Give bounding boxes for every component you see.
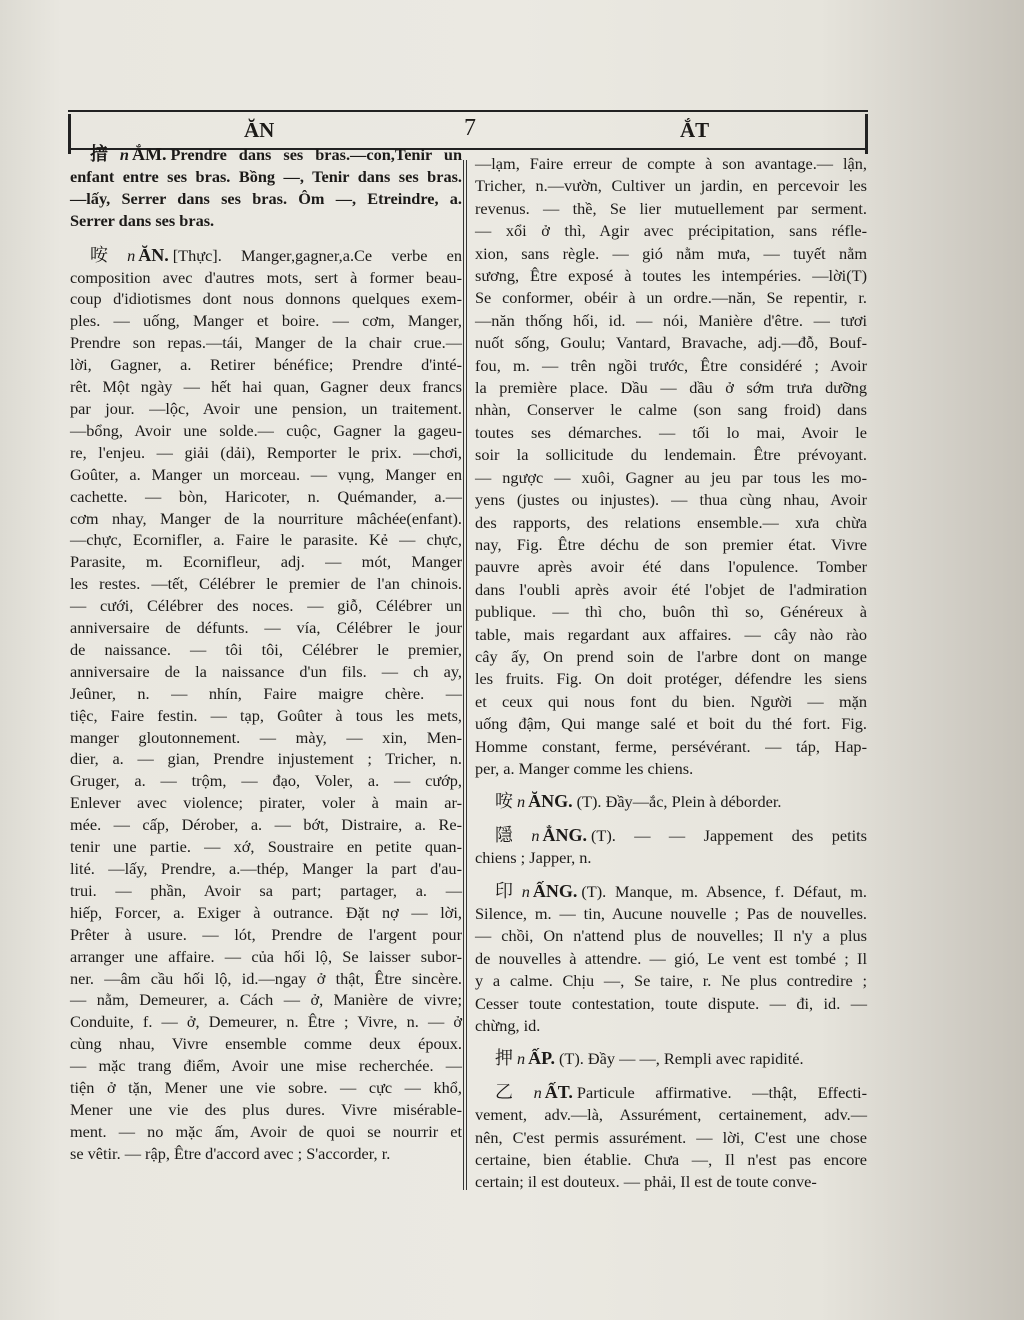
definition-text: cachette. — bòn, Haricoter, n. Quémander, a.— bbox=[70, 486, 462, 506]
definition-text: Prendre son repas.—tái, Manger de la chair crue.— bbox=[70, 333, 462, 353]
text-line bbox=[475, 556, 867, 578]
definition-text: enfant entre ses bras. Bồng —, Tenir dans ses bras. bbox=[70, 166, 462, 186]
chinese-character: 咹 bbox=[90, 244, 124, 266]
definition-text: Silence, m. — tin, Aucune nouvelle ; Pas de nouvelles. bbox=[475, 904, 867, 923]
text-line bbox=[475, 265, 867, 287]
definition-text: anniversaire de défunts. — vía, Célébrer le jour bbox=[70, 618, 462, 638]
definition-text: les restes. —tết, Célébrer le premier de l'an chinois. bbox=[70, 574, 462, 594]
text-line bbox=[70, 814, 462, 836]
text-line bbox=[70, 1011, 462, 1033]
definition-text: tiện ở tặn, Mener une vie sobre. — cực — khổ, bbox=[70, 1078, 462, 1098]
text-line bbox=[70, 1143, 462, 1165]
definition-text: Goûter, a. Manger un morceau. — vụng, Manger en bbox=[70, 464, 462, 484]
text-line bbox=[475, 925, 867, 947]
definition-text: —năn thống hối, id. — nói, Manière d'être. — tươi bbox=[475, 310, 867, 330]
headword: ẲNG. bbox=[542, 824, 587, 845]
text-line bbox=[70, 420, 462, 442]
part-of-speech: n bbox=[517, 1049, 526, 1069]
dictionary-entry bbox=[475, 1047, 867, 1070]
definition-text: Prêter à usure. — lót, Prendre de l'argent pour bbox=[70, 924, 462, 944]
definition-text: —lấy, Serrer dans ses bras. Ôm —, Etreindre, a. bbox=[70, 188, 462, 208]
right-column bbox=[475, 153, 867, 1194]
text-line bbox=[70, 683, 462, 705]
definition-text: cây ấy, On prend soin de l'arbre dont on mange bbox=[475, 646, 867, 666]
text-line bbox=[70, 245, 462, 267]
text-line bbox=[475, 1171, 867, 1193]
text-line bbox=[475, 198, 867, 220]
text-line bbox=[70, 166, 462, 188]
definition-text: se vêtir. — rập, Être d'accord avec ; S'accorder, r. bbox=[70, 1143, 391, 1163]
text-line bbox=[475, 970, 867, 992]
dictionary-entry bbox=[475, 790, 867, 813]
text-line bbox=[475, 399, 867, 421]
definition-text: rêt. Một ngày — hết hai quan, Gagner deux francs bbox=[70, 377, 462, 397]
definition-text: revenus. — thề, Se lier mutuellement par serment. bbox=[475, 198, 867, 218]
text-line bbox=[70, 748, 462, 770]
text-line bbox=[70, 508, 462, 530]
definition-text: cơm nhay, Manger de la nourriture mâchée(enfant). bbox=[70, 508, 462, 528]
definition-text: coup d'idiotismes dont nous donnons quelques exem- bbox=[70, 289, 462, 309]
text-line bbox=[475, 489, 867, 511]
text-line bbox=[475, 903, 867, 925]
text-line bbox=[70, 792, 462, 814]
dictionary-entry bbox=[475, 824, 867, 870]
chinese-character: 印 bbox=[495, 880, 518, 902]
definition-text: —lạm, Faire erreur de compte à son avantage.— lận, bbox=[475, 154, 867, 173]
text-line bbox=[70, 188, 462, 210]
text-line bbox=[475, 175, 867, 197]
text-line bbox=[70, 288, 462, 310]
definition-text: Mener une vie des plus dures. Vivre misérable- bbox=[70, 1099, 462, 1119]
text-line bbox=[475, 601, 867, 623]
definition-text: de naissance. — tôi tôi, Célébrer le premier, bbox=[70, 639, 462, 659]
definition-text: nuốt sống, Goulu; Vantard, Bravache, adj.—đỗ, Bouf- bbox=[475, 333, 867, 353]
text-line bbox=[70, 486, 462, 508]
text-line bbox=[70, 442, 462, 464]
definition-text: et ceux qui nous font du bien. Người — mặn bbox=[475, 691, 867, 711]
text-line bbox=[475, 243, 867, 265]
text-line bbox=[475, 1081, 867, 1104]
definition-text: chừng, id. bbox=[475, 1016, 541, 1036]
definition-text: Tricher, n.—vườn, Cultiver un jardin, en percevoir les bbox=[475, 176, 867, 196]
definition-text: les fruits. Fig. On doit protéger, défendre les siens bbox=[475, 669, 867, 689]
text-line bbox=[70, 727, 462, 749]
text-line bbox=[475, 355, 867, 377]
part-of-speech: n bbox=[119, 145, 129, 164]
text-line bbox=[475, 512, 867, 534]
definition-text: fou, m. — trên ngồi trước, Être considéré ; Avoir bbox=[475, 355, 867, 375]
definition-text: table, mais regardant aux affaires. — cây nào rào bbox=[475, 624, 867, 644]
definition-text: Parasite, m. Ecornifleur, adj. — mót, Manger bbox=[70, 552, 462, 572]
definition-text: toutes ses démarches. — tối lo mai, Avoir le bbox=[475, 422, 867, 442]
text-line bbox=[70, 924, 462, 946]
definition-text: ples. — uống, Manger et boire. — cơm, Manger, bbox=[70, 311, 462, 331]
definition-text: par jour. —lộc, Avoir une pension, un traitement. bbox=[70, 398, 462, 418]
definition-text: dier, a. — gian, Prendre injustement ; Tricher, n. bbox=[70, 749, 462, 769]
text-line bbox=[475, 377, 867, 399]
text-line bbox=[70, 858, 462, 880]
text-line bbox=[475, 736, 867, 758]
text-line bbox=[70, 529, 462, 551]
definition-text: — xổi ở thì, Agir avec précipitation, sans réfle- bbox=[475, 221, 867, 241]
definition-text: trui. — phần, Avoir sa part; partager, a. — bbox=[70, 880, 462, 900]
definition-text: per, a. Manger comme les chiens. bbox=[475, 758, 694, 778]
text-line bbox=[475, 847, 867, 869]
text-line bbox=[70, 1121, 462, 1143]
definition-text: pauvre après avoir été dans l'opulence. Tomber bbox=[475, 557, 867, 577]
definition-text: anniversaire de la naissance d'un fils. — ch ay, bbox=[70, 661, 462, 681]
text-line bbox=[475, 880, 867, 903]
text-line bbox=[475, 948, 867, 970]
definition-text: cùng nhau, Vivre ensemble comme deux époux. bbox=[70, 1034, 462, 1054]
text-line bbox=[475, 713, 867, 735]
definition-text: chiens ; Japper, n. bbox=[475, 848, 592, 868]
definition-text: ner. —âm cầu hối lộ, id.—ngay ở thật, Être sincère. bbox=[70, 968, 462, 988]
definition-text: —bổng, Avoir une solde.— cuộc, Gagner la gageu- bbox=[70, 420, 462, 440]
definition-text: (T). Đầy—ắc, Plein à déborder. bbox=[576, 792, 782, 812]
headword: ẤP. bbox=[528, 1048, 555, 1069]
definition-text: tiệc, Faire festin. — tạp, Goûter à tous les mets, bbox=[70, 705, 462, 725]
definition-text: Homme constant, ferme, persévérant. — táp, Hap- bbox=[475, 736, 867, 756]
text-line bbox=[475, 758, 867, 780]
definition-text: nhàn, Conserver le calme (son sang froid) dans bbox=[475, 400, 867, 420]
definition-text: Jeûner, n. — nhín, Faire maigre chère. — bbox=[70, 683, 462, 703]
text-line bbox=[70, 902, 462, 924]
part-of-speech: n bbox=[127, 245, 136, 265]
text-line bbox=[70, 1077, 462, 1099]
definition-text: uống đậm, Qui mange salé et boit du thé fort. Fig. bbox=[475, 714, 867, 734]
definition-text: ment. — no mặc ấm, Avoir de quoi se nourrir et bbox=[70, 1121, 462, 1141]
part-of-speech: n bbox=[521, 881, 530, 901]
text-line bbox=[70, 880, 462, 902]
definition-text: arranger une affaire. — của hối lộ, Se laisser subor- bbox=[70, 946, 462, 966]
dictionary-entry bbox=[475, 153, 867, 780]
text-line bbox=[70, 595, 462, 617]
text-line bbox=[70, 705, 462, 727]
definition-text: soir la sollicitude du lendemain. Être prévoyant. bbox=[475, 445, 867, 465]
definition-text: des rapports, des relations ensemble.— xưa chừa bbox=[475, 512, 867, 532]
definition-text: (T). — — Jappement des petits bbox=[590, 825, 868, 845]
text-line bbox=[70, 144, 462, 166]
text-line bbox=[70, 398, 462, 420]
definition-text: — mặc trang điểm, Avoir une mise recherchée. — bbox=[70, 1056, 462, 1076]
definition-text: mée. — cấp, Dérober, a. — bớt, Distraire, a. Re- bbox=[70, 815, 462, 835]
definition-text: — chồi, On n'attend plus de nouvelles; Il n'y a plus bbox=[475, 926, 867, 946]
text-line bbox=[475, 579, 867, 601]
definition-text: y a calme. Chịu —, Se taire, r. Ne plus contredire ; bbox=[475, 971, 867, 991]
text-line bbox=[70, 968, 462, 990]
definition-text: Se conformer, obéir à un ordre.—năn, Se repentir, r. bbox=[475, 288, 867, 308]
headword: ĂNG. bbox=[528, 791, 573, 812]
definition-text: certain; il est douteux. — phải, Il est de toute conve- bbox=[475, 1172, 817, 1192]
headword: ẤT. bbox=[544, 1081, 573, 1102]
text-line bbox=[70, 661, 462, 683]
definition-text: de nouvelles à attendre. — gió, Le vent est tombé ; Il bbox=[475, 948, 867, 968]
definition-text: tenir une partie. — xớ, Soustraire en petite quan- bbox=[70, 837, 462, 857]
definition-text: Serrer dans ses bras. bbox=[70, 210, 215, 230]
headword: ĂN. bbox=[138, 244, 169, 265]
part-of-speech: n bbox=[533, 1082, 542, 1102]
part-of-speech: n bbox=[517, 792, 526, 812]
part-of-speech: n bbox=[531, 825, 540, 845]
text-line bbox=[70, 310, 462, 332]
text-line bbox=[475, 668, 867, 690]
text-line bbox=[475, 790, 867, 813]
definition-text: yens (justes ou injustes). — thua cùng nhau, Avoir bbox=[475, 490, 867, 510]
definition-text: hiếp, Forcer, a. Exiger à outrance. Đặt nợ — lời, bbox=[70, 902, 462, 922]
chinese-character: 隱 bbox=[495, 824, 528, 846]
text-line bbox=[475, 467, 867, 489]
text-line bbox=[70, 617, 462, 639]
text-line bbox=[475, 824, 867, 847]
definition-text: certaine, bien établie. Chưa —, Il n'est pas encore bbox=[475, 1150, 867, 1170]
text-line bbox=[475, 993, 867, 1015]
text-line bbox=[70, 836, 462, 858]
definition-text: Conduite, f. — ở, Demeurer, n. Être ; Vivre, n. — ở bbox=[70, 1012, 462, 1032]
text-line bbox=[70, 946, 462, 968]
left-guide-word: ĂN bbox=[244, 118, 275, 142]
definition-text: — cưới, Célébrer des noces. — giỗ, Célébrer un bbox=[70, 596, 462, 616]
definition-text: Enlever avec violence; pirater, voler à main ar- bbox=[70, 793, 462, 813]
text-line bbox=[70, 639, 462, 661]
text-line bbox=[475, 1047, 867, 1070]
dictionary-entry bbox=[475, 880, 867, 1038]
text-line bbox=[475, 1015, 867, 1037]
left-column bbox=[70, 144, 462, 1165]
definition-text: nên, C'est permis assurément. — lời, C'est une chose bbox=[475, 1127, 867, 1147]
definition-text: lité. —lấy, Prendre, a.—thép, Manger la part d'au- bbox=[70, 859, 462, 878]
text-line bbox=[475, 691, 867, 713]
definition-text: vement, adv.—là, Assurément, certainement, adv.— bbox=[475, 1105, 867, 1125]
definition-text: xion, sans règle. — gió nằm mưa, — tuyết nằm bbox=[475, 243, 867, 263]
definition-text: la première place. Dầu — dầu ở sớm trưa dưỡng bbox=[475, 378, 867, 398]
definition-text: re, l'enjeu. — giải (dải), Remporter le prix. —chơi, bbox=[70, 442, 462, 462]
right-guide-word: ẮT bbox=[680, 118, 710, 142]
definition-text: dans l'oubli après avoir été l'objet de l'admiration bbox=[475, 579, 867, 599]
chinese-character: 押 bbox=[495, 1048, 513, 1070]
definition-text: (T). Manque, m. Absence, f. Défaut, m. bbox=[581, 881, 867, 901]
definition-text: Particule affirmative. —thật, Effecti- bbox=[576, 1082, 868, 1102]
text-line bbox=[475, 534, 867, 556]
text-line bbox=[475, 624, 867, 646]
text-line bbox=[70, 267, 462, 289]
definition-text: sương, Être exposé à toutes les intempéries. —lời(T) bbox=[475, 266, 867, 286]
definition-text: —chực, Ecornifler, a. Faire le parasite. Kẻ — chực, bbox=[70, 530, 462, 550]
text-line bbox=[70, 1033, 462, 1055]
definition-text: nay, Fig. Être déchu de son premier état. Vivre bbox=[475, 534, 867, 554]
text-line bbox=[475, 1149, 867, 1171]
text-line bbox=[475, 153, 867, 175]
text-line bbox=[70, 551, 462, 573]
headword: ẮM. bbox=[131, 144, 167, 164]
text-line bbox=[70, 989, 462, 1011]
definition-text: Cesser toute contestation, toute dispute. — đi, id. — bbox=[475, 993, 867, 1013]
page-number: 7 bbox=[464, 115, 476, 141]
headword: ẤNG. bbox=[532, 880, 578, 901]
dictionary-entry bbox=[70, 245, 462, 1165]
text-line bbox=[70, 464, 462, 486]
definition-text: lời, Gagner, a. Retirer bénéfice; Prendre d'inté- bbox=[70, 355, 462, 375]
text-line bbox=[70, 376, 462, 398]
definition-text: [Thực]. Manger,gagner,a.Ce verbe en bbox=[172, 245, 462, 265]
definition-text: — ngược — xuôi, Gagner au jeu par tous les mo- bbox=[475, 467, 867, 487]
text-line bbox=[70, 1099, 462, 1121]
definition-text: — nằm, Demeurer, a. Cách — ở, Manière de vivre; bbox=[70, 990, 462, 1010]
text-line bbox=[475, 422, 867, 444]
chinese-character: 乙 bbox=[495, 1081, 530, 1103]
text-line bbox=[475, 332, 867, 354]
definition-text: Prendre dans ses bras.—con,Tenir un bbox=[170, 145, 463, 164]
text-line bbox=[475, 220, 867, 242]
text-line bbox=[475, 1104, 867, 1126]
text-line bbox=[70, 210, 462, 232]
text-line bbox=[475, 646, 867, 668]
dictionary-entry bbox=[70, 144, 462, 232]
text-line bbox=[475, 444, 867, 466]
definition-text: manger gloutonnement. — mày, — xin, Men- bbox=[70, 727, 462, 747]
text-line bbox=[70, 332, 462, 354]
chinese-character: 揞 bbox=[90, 144, 116, 165]
text-line bbox=[70, 770, 462, 792]
definition-text: (T). Đầy — —, Rempli avec rapidité. bbox=[558, 1049, 804, 1069]
dictionary-entry bbox=[475, 1081, 867, 1194]
definition-text: publique. — thì cho, buôn thì so, Généreux à bbox=[475, 602, 867, 622]
text-line bbox=[70, 1055, 462, 1077]
text-line bbox=[475, 1127, 867, 1149]
text-line bbox=[70, 354, 462, 376]
text-line bbox=[475, 287, 867, 309]
text-line bbox=[475, 310, 867, 332]
column-divider bbox=[463, 160, 467, 1190]
definition-text: Gruger, a. — trộm, — đạo, Voler, a. — cướp, bbox=[70, 771, 462, 791]
text-line bbox=[70, 573, 462, 595]
chinese-character: 咹 bbox=[495, 791, 513, 813]
definition-text: composition avec d'autres mots, sert à former beau- bbox=[70, 267, 462, 287]
